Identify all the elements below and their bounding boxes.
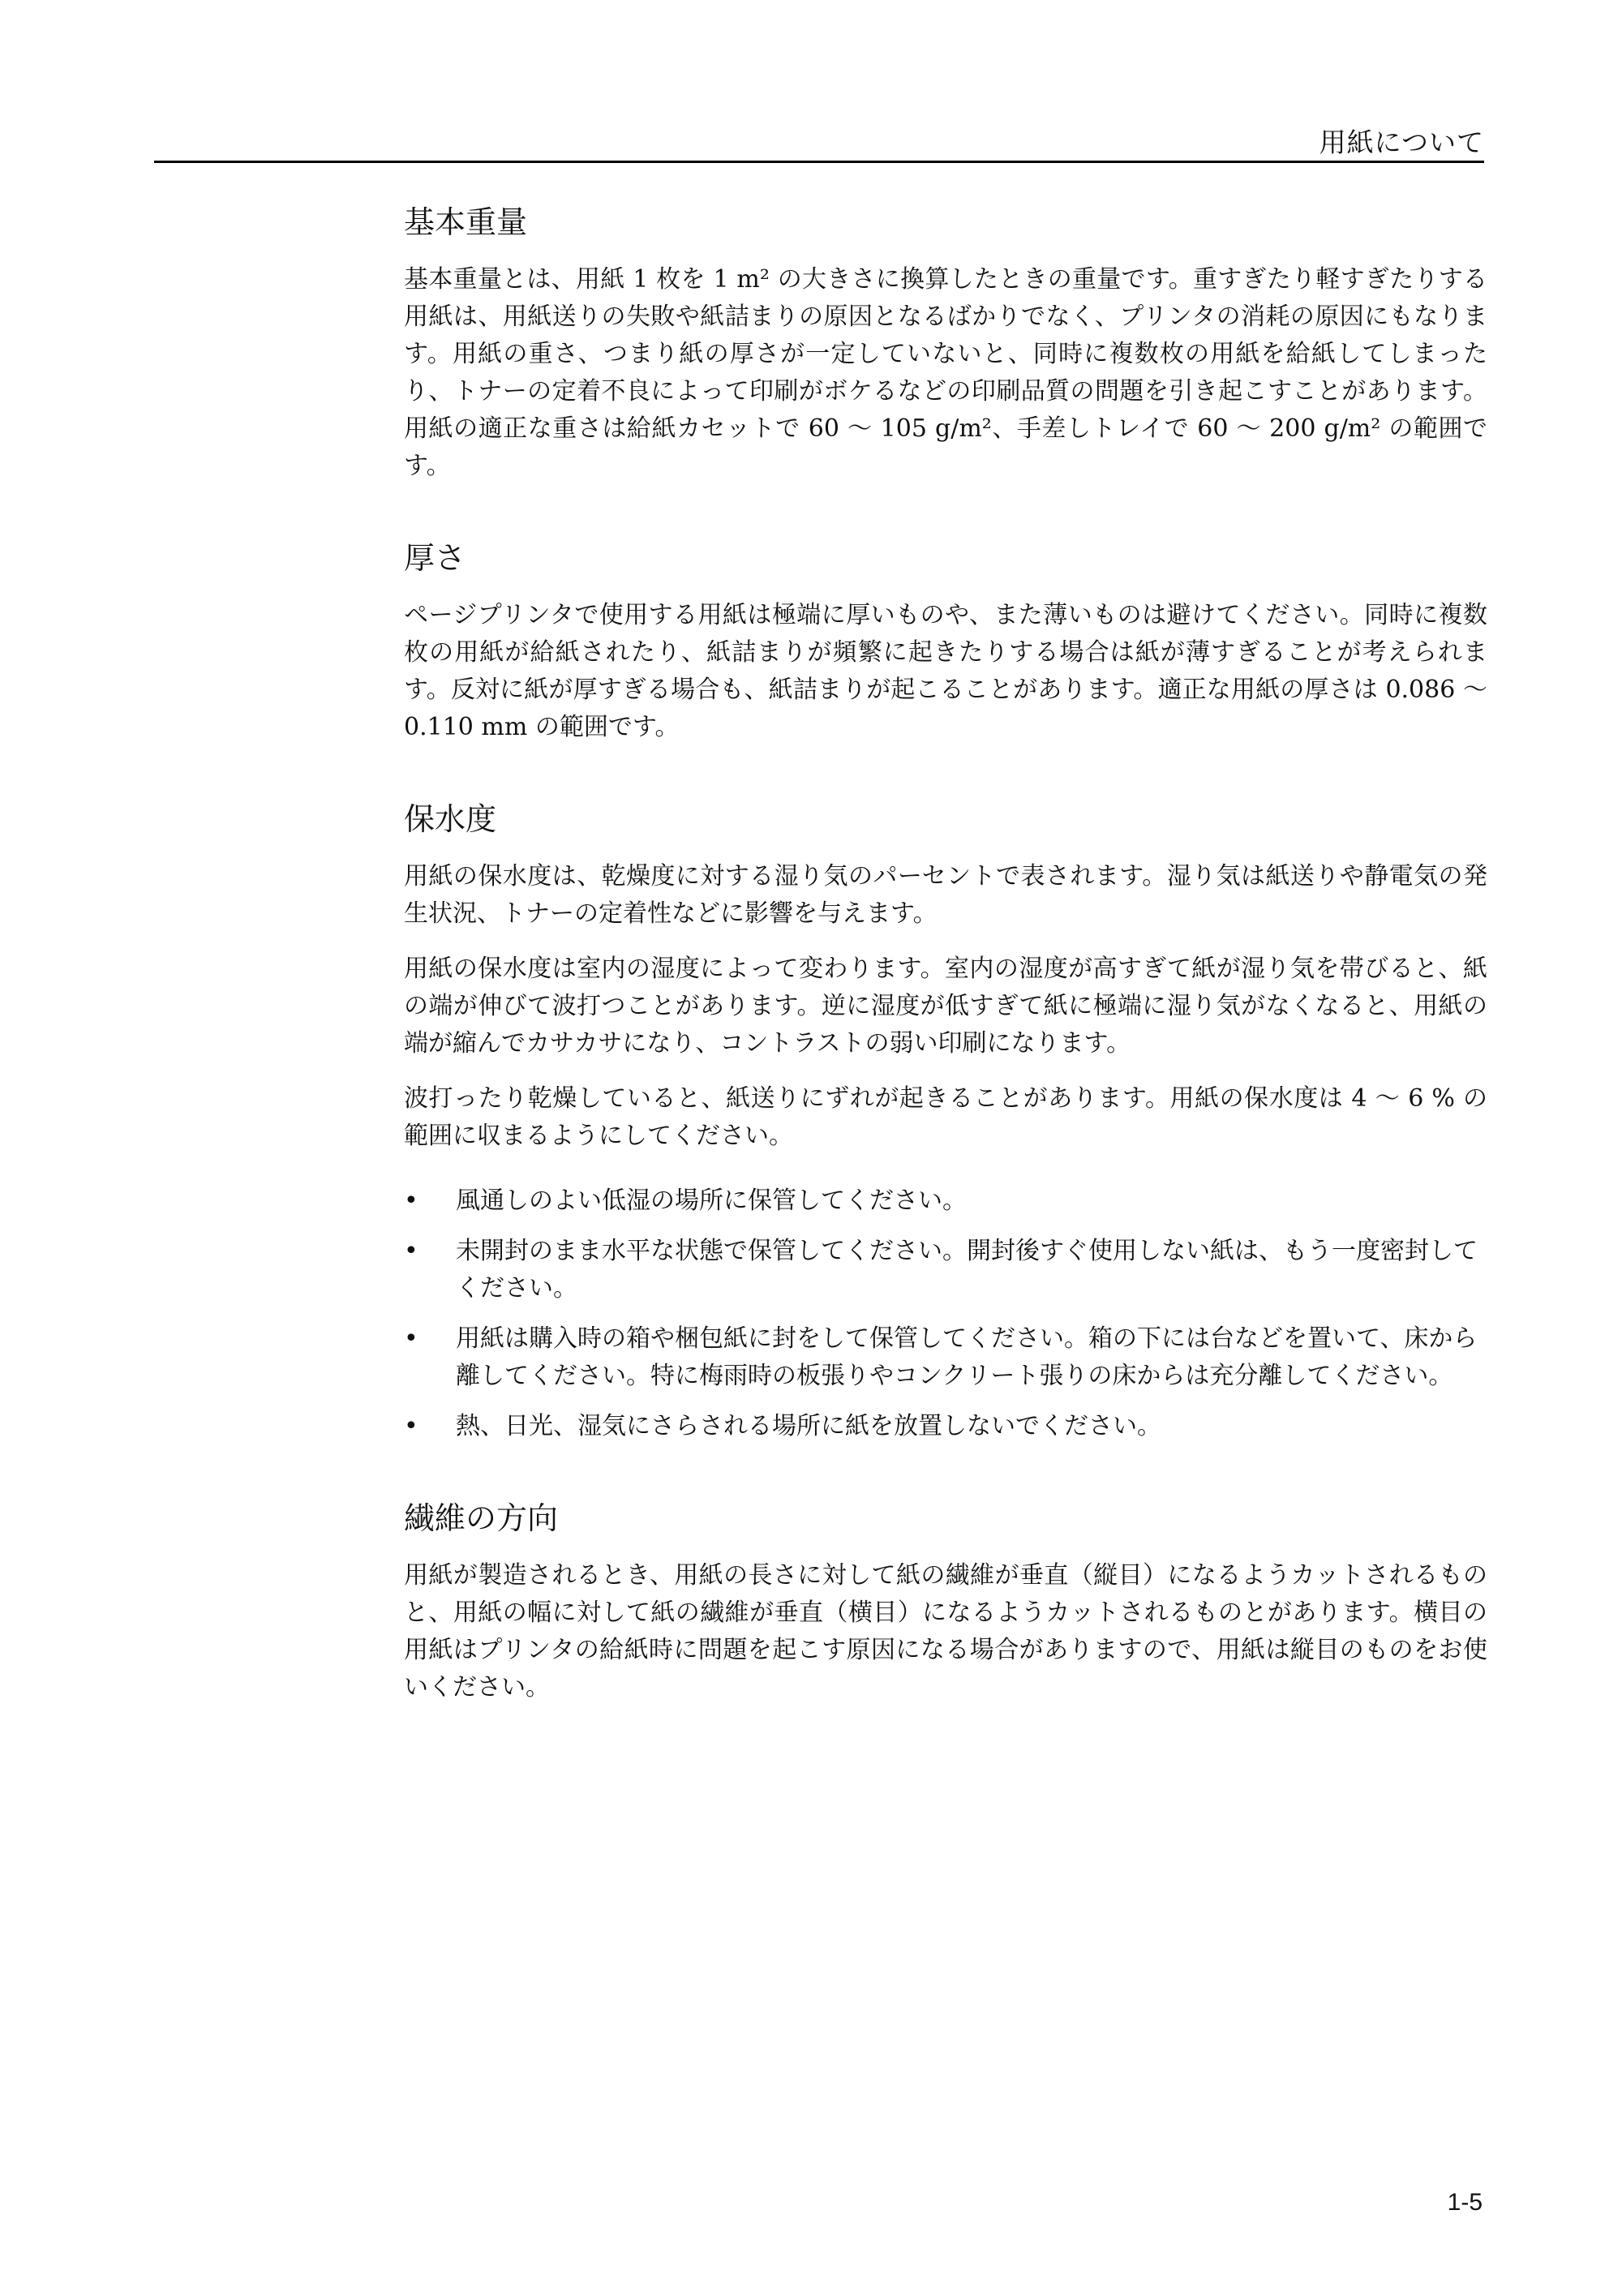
list-item-text: 風通しのよい低湿の場所に保管してください。	[456, 1187, 967, 1215]
paragraph: ページプリンタで使用する用紙は極端に厚いものや、また薄いものは避けてください。同時に複数枚の用紙が給紙されたり、紙詰まりが頻繁に起きたりする場合は紙が薄すぎることが考えられます。反対に紙が厚すぎる場合も、紙詰まりが起こることがあります。適正な用紙の厚さは 0.086 〜 0.110 mm の範囲です。	[404, 601, 1487, 741]
page-content	[404, 200, 1487, 1757]
storage-bullet-list	[404, 1182, 1487, 1445]
bullet-icon: •	[404, 1412, 418, 1440]
section-heading: 基本重量	[404, 204, 528, 240]
section-thickness	[404, 535, 1487, 746]
list-item-text: 用紙は購入時の箱や梱包紙に封をして保管してください。箱の下には台などを置いて、床から離してください。特に梅雨時の板張りやコンクリート張りの床からは充分離してください。	[456, 1324, 1478, 1390]
section-basis-weight	[404, 200, 1487, 485]
paragraph: 基本重量とは、用紙 1 枚を 1 m² の大きさに換算したときの重量です。重すぎたり軽すぎたりする用紙は、用紙送りの失敗や紙詰まりの原因となるばかりでなく、プリンタの消耗の原因にもなります。用紙の重さ、つまり紙の厚さが一定していないと、同時に複数枚の用紙を給紙してしまったり、トナーの定着不良によって印刷がボケるなどの印刷品質の問題を引き起こすことがあります。用紙の適正な重さは給紙カセットで 60 〜 105 g/m²、手差しトレイで 60 〜 200 g/m² の範囲です。	[404, 265, 1487, 480]
paragraph: 波打ったり乾燥していると、紙送りにずれが起きることがあります。用紙の保水度は 4 〜 6 % の範囲に収まるようにしてください。	[404, 1084, 1487, 1150]
section-heading: 繊維の方向	[404, 1500, 559, 1536]
paragraph: 用紙の保水度は室内の湿度によって変わります。室内の湿度が高すぎて紙が湿り気を帯びると、紙の端が伸びて波打つことがあります。逆に湿度が低すぎて紙に極端に湿り気がなくなると、用紙の端が縮んでカサカサになり、コントラストの弱い印刷になります。	[404, 955, 1487, 1058]
list-item-text: 熱、日光、湿気にさらされる場所に紙を放置しないでください。	[456, 1412, 1161, 1440]
section-grain-direction	[404, 1496, 1487, 1706]
list-item	[404, 1182, 1487, 1220]
list-item-text: 未開封のまま水平な状態で保管してください。開封後すぐ使用しない紙は、もう一度密封してください。	[456, 1237, 1478, 1302]
bullet-icon: •	[404, 1324, 418, 1353]
list-item	[404, 1408, 1487, 1445]
running-header-title: 用紙について	[1319, 127, 1484, 158]
list-item	[404, 1320, 1487, 1395]
bullet-icon: •	[404, 1187, 418, 1215]
header-rule	[154, 161, 1484, 163]
section-moisture	[404, 796, 1487, 1445]
section-heading: 保水度	[404, 801, 497, 837]
paragraph: 用紙が製造されるとき、用紙の長さに対して紙の繊維が垂直（縦目）になるようカットされるものと、用紙の幅に対して紙の繊維が垂直（横目）になるようカットされるものとがあります。横目の用紙はプリンタの給紙時に問題を起こす原因になる場合がありますので、用紙は縦目のものをお使いください。	[404, 1561, 1487, 1702]
bullet-icon: •	[404, 1237, 418, 1265]
paragraph: 用紙の保水度は、乾燥度に対する湿り気のパーセントで表されます。湿り気は紙送りや静電気の発生状況、トナーの定着性などに影響を与えます。	[404, 862, 1487, 928]
section-heading: 厚さ	[404, 540, 466, 576]
list-item	[404, 1233, 1487, 1307]
page-number: 1-5	[1447, 2189, 1483, 2216]
